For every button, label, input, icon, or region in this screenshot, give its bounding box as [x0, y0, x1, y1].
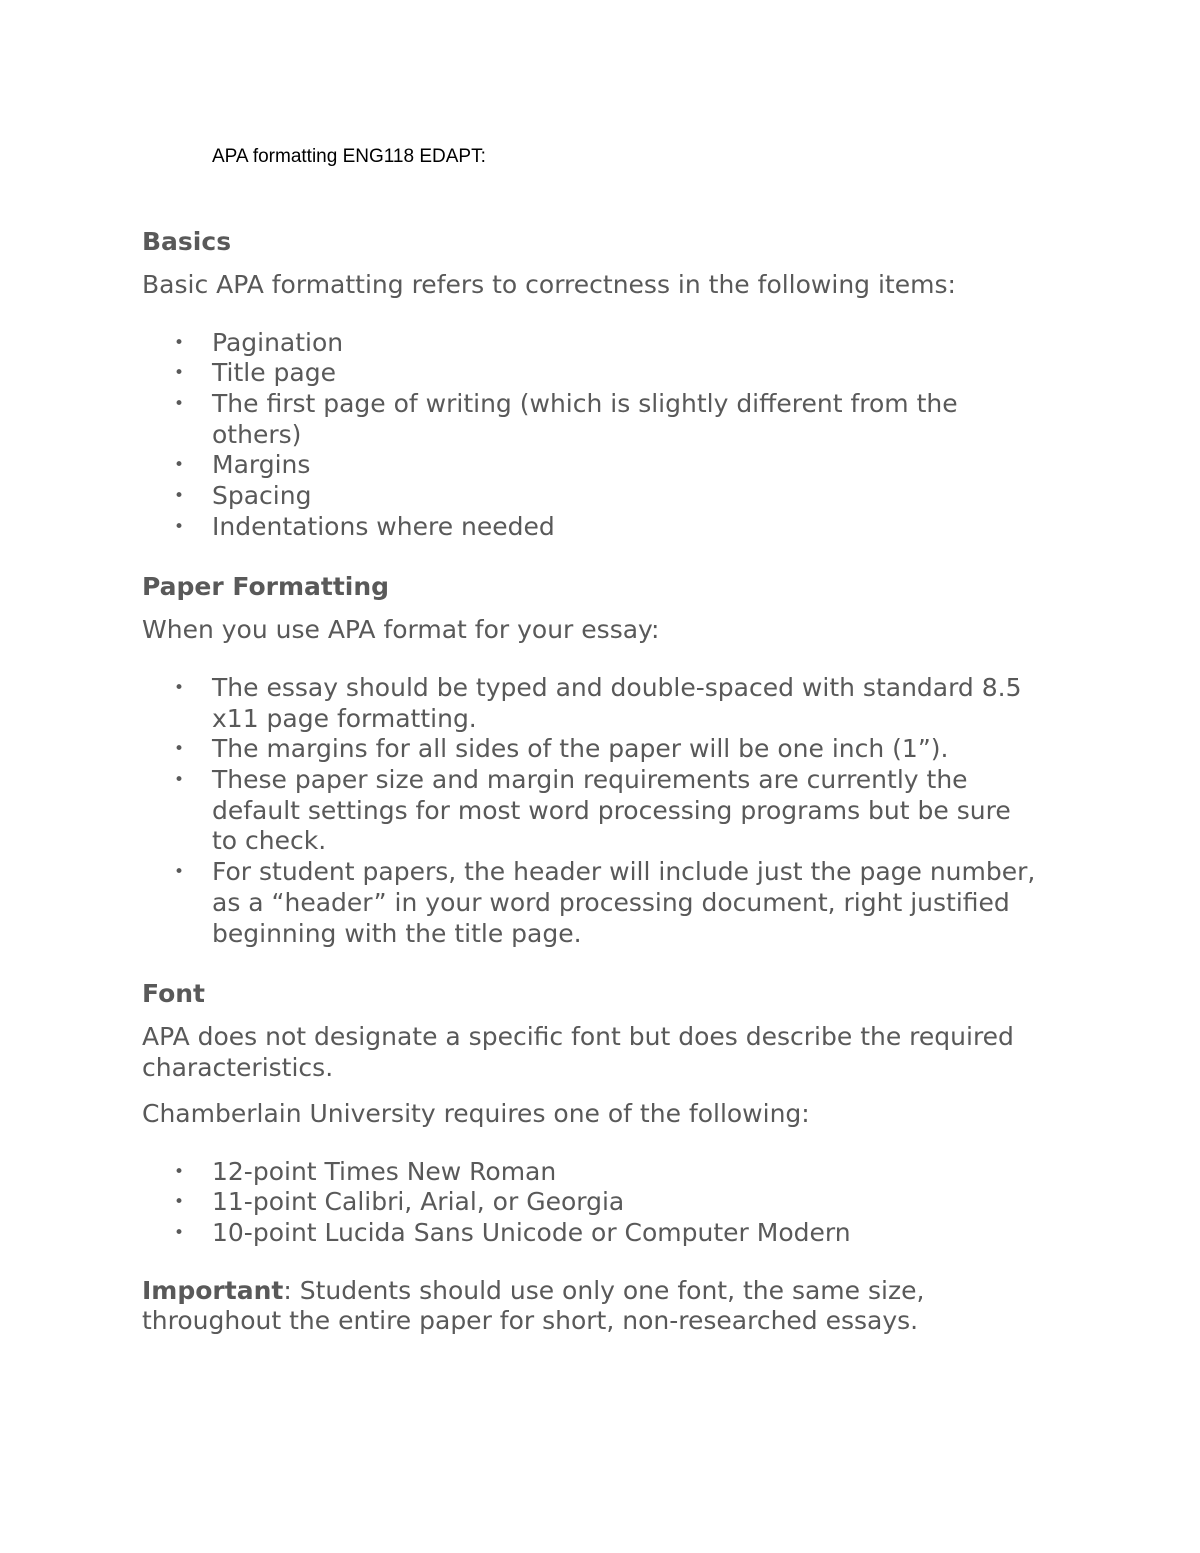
list-item: • Pagination — [174, 327, 344, 357]
font-paragraph-1: APA does not designate a specific font but does describe the required characteristics. — [142, 1022, 1014, 1082]
bullet-icon: • — [174, 1223, 185, 1244]
bullet-icon: • — [174, 1161, 185, 1182]
bullet-icon: • — [174, 739, 185, 760]
important-label: Important — [142, 1275, 284, 1305]
bullet-icon: • — [174, 770, 185, 791]
list-item: • 10-point Lucida Sans Unicode or Computer Modern — [174, 1218, 851, 1248]
heading-paper-formatting: Paper Formatting — [142, 572, 390, 602]
list-item: • Title page — [174, 358, 336, 388]
bullet-icon: • — [174, 677, 185, 698]
basics-intro: Basic APA formatting refers to correctness in the following items: — [142, 270, 956, 299]
bullet-icon: • — [174, 393, 185, 414]
heading-font: Font — [142, 979, 205, 1009]
bullet-icon: • — [174, 516, 185, 537]
paper-intro: When you use APA format for your essay: — [142, 615, 660, 645]
list-item: • 11-point Calibri, Arial, or Georgia — [174, 1187, 625, 1217]
list-item: • For student papers, the header will include just the page number, as a “header” in your word processing document, right justified beginning with the title page. — [174, 857, 1036, 948]
list-item: • Margins — [174, 450, 311, 480]
bullet-icon: • — [174, 1192, 185, 1213]
bullet-icon: • — [174, 862, 185, 883]
list-item: • 12-point Times New Roman — [174, 1156, 557, 1186]
page-title: APA formatting ENG118 EDAPT: — [212, 146, 486, 167]
document-body — [142, 224, 1042, 1337]
list-item: • Spacing — [174, 481, 312, 511]
heading-basics: Basics — [142, 227, 232, 256]
list-item: • The first page of writing (which is slightly different from the others) — [174, 388, 958, 449]
bullet-icon: • — [174, 332, 185, 353]
font-paragraph-2: Chamberlain University requires one of the following: — [142, 1099, 810, 1129]
bullet-icon: • — [174, 455, 185, 476]
paper-list — [142, 673, 1042, 949]
list-item: • The essay should be typed and double-spaced with standard 8.5 x11 page formatting. — [174, 672, 1022, 733]
important-text: : Students should use only one font, the same size, throughout the entire paper for short, non-researched essays. — [142, 1275, 925, 1336]
font-list — [142, 1157, 1042, 1249]
bullet-icon: • — [174, 363, 185, 384]
basics-list — [142, 328, 1042, 543]
list-item: • These paper size and margin requirements are currently the default settings for most word processing programs but be sure to check. — [174, 765, 1011, 856]
list-item: • The margins for all sides of the paper will be one inch (1”). — [174, 734, 949, 764]
list-item: • Indentations where needed — [174, 511, 555, 541]
bullet-icon: • — [174, 486, 185, 507]
important-note — [142, 1276, 1042, 1337]
